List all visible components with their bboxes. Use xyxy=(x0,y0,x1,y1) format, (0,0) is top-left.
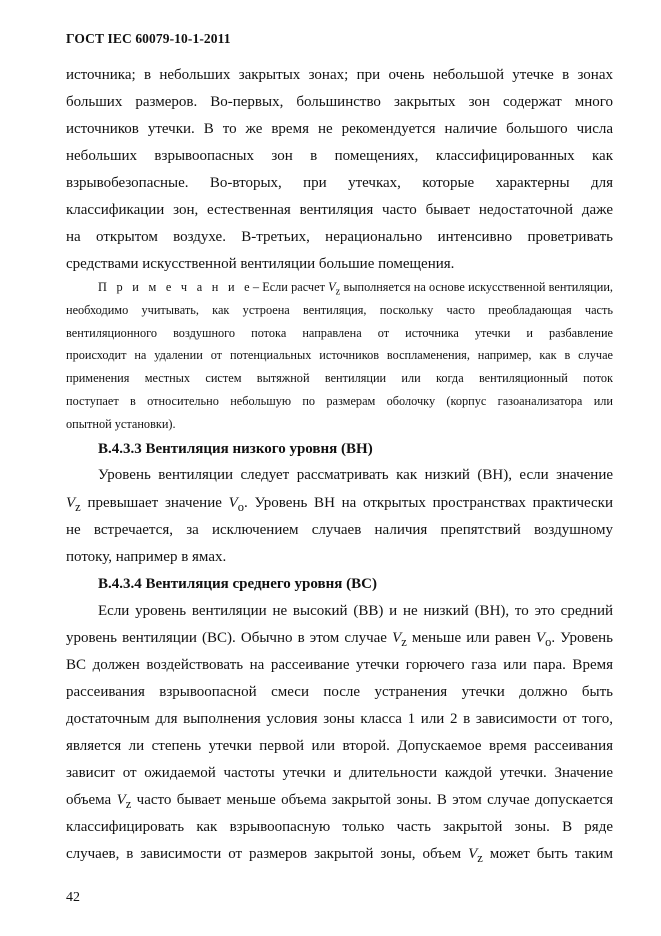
paragraph-line: классификации зон, естественная вентиляция часто бывает недостаточной даже xyxy=(66,202,613,218)
paragraph-line: взрывобезопасные. Во-вторых, при утечках, которые характерны для xyxy=(66,175,613,191)
page-number: 42 xyxy=(66,890,80,905)
paragraph-line: рассеивания взрывоопасной смеси после устранения утечки должно быть xyxy=(66,684,613,700)
note-line: происходит на удалении от потенциальных источников воспламенения, например, как в случае xyxy=(66,348,613,362)
paragraph-line: ВС должен воздействовать на рассеивание утечки горючего газа или пара. Время xyxy=(66,657,613,673)
note-label: П р и м е ч а н и е xyxy=(98,280,253,294)
paragraph-line: не встречается, за исключением случаев наличия препятствий воздушному xyxy=(66,522,613,538)
note-line: вентиляционного воздушного потока направлена от источника утечки и разбавление xyxy=(66,326,613,340)
document-header: ГОСТ IEC 60079-10-1-2011 xyxy=(66,31,231,46)
paragraph-line: средствами искусственной вентиляции большие помещения. xyxy=(66,256,455,272)
paragraph-line: на открытом воздухе. В-третьих, нерационально интенсивно проветривать xyxy=(66,229,613,245)
paragraph-line: классифицировать как взрывоопасную только часть закрытой зоны. В ряде xyxy=(66,819,613,835)
paragraph-line: является ли степень утечки первой или второй. Допускаемое время рассеивания xyxy=(66,738,613,754)
note-line: поступает в относительно небольшую по размерам оболочку (корпус газоанализатора или xyxy=(66,394,613,408)
paragraph-line: небольших взрывоопасных зон в помещениях, классифицированных как xyxy=(66,148,613,164)
note-line: применения местных систем вытяжной вентиляции или когда вентиляционный поток xyxy=(66,371,613,385)
paragraph-line: объема $V_z$ часто бывает меньше объема закрытой зоны. В этом случае допускается xyxy=(66,792,613,811)
paragraph-line: Если уровень вентиляции не высокий (ВВ) и не низкий (ВН), то это средний xyxy=(98,603,613,619)
note-line: опытной установки). xyxy=(66,417,176,431)
section-heading: В.4.3.4 Вентиляция среднего уровня (ВС) xyxy=(98,576,377,592)
paragraph-line: потоку, например в ямах. xyxy=(66,549,227,565)
paragraph-line: $V_z$ превышает значение $V_o$. Уровень ВН на открытых пространствах практически xyxy=(66,495,613,514)
paragraph-line: источников утечки. В то же время не рекомендуется наличие большого числа xyxy=(66,121,613,137)
paragraph-line: Уровень вентиляции следует рассматривать как низкий (ВН), если значение xyxy=(98,467,613,483)
paragraph-line: уровень вентиляции (ВС). Обычно в этом случае $V_z$ меньше или равен $V_o$. Уровень xyxy=(66,630,614,649)
note-line: П р и м е ч а н и е– Если расчет $V_z$ выполняется на основе искусственной вентиляции, xyxy=(98,280,613,298)
paragraph-line: зависит от ожидаемой частоты утечки и длительности каждой утечки. Значение xyxy=(66,765,613,781)
paragraph-line: больших размеров. Во-первых, большинство закрытых зон содержат много xyxy=(66,94,613,110)
note-line: необходимо учитывать, как устроена вентиляция, поскольку часто преобладающая часть xyxy=(66,303,613,317)
paragraph-line: источника; в небольших закрытых зонах; при очень небольшой утечке в зонах xyxy=(66,67,613,83)
paragraph-line: достаточным для выполнения условия зоны класса 1 или 2 в зависимости от того, xyxy=(66,711,613,727)
paragraph-line: случаев, в зависимости от размеров закрытой зоны, объем $V_z$ может быть таким xyxy=(66,846,613,865)
section-heading: В.4.3.3 Вентиляция низкого уровня (ВН) xyxy=(98,441,373,457)
